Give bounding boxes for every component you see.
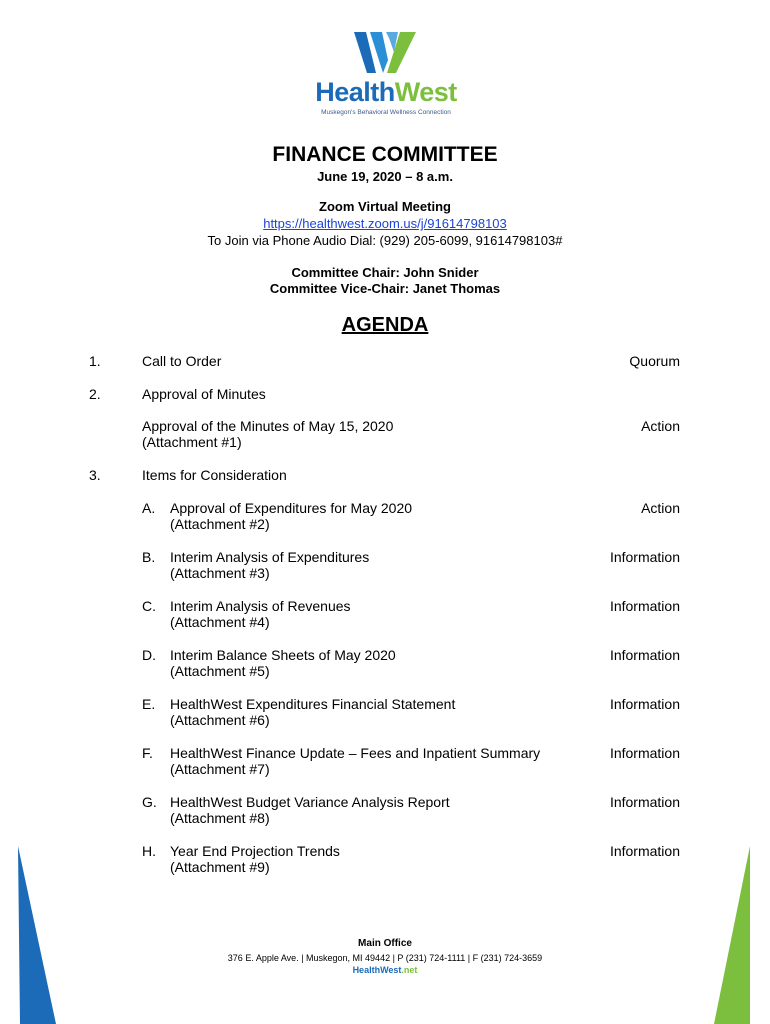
subitem-status: Information: [609, 647, 680, 663]
subitem-letter: B.: [142, 549, 156, 565]
item-text: Items for Consideration: [142, 467, 287, 483]
subitem-status: Information: [609, 794, 680, 810]
item-text: Call to Order: [142, 353, 222, 369]
subitem-status: Information: [609, 549, 680, 565]
item-text: Approval of Minutes: [142, 386, 266, 402]
subitem-line1: Interim Analysis of Revenues: [170, 598, 351, 614]
subitem-line2: (Attachment #9): [170, 859, 270, 875]
subitem-letter: D.: [142, 647, 156, 663]
subitem-status: Information: [609, 745, 680, 761]
subitem-line1: Approval of the Minutes of May 15, 2020: [142, 418, 394, 434]
subitem-letter: A.: [142, 500, 156, 516]
item-number: 1.: [89, 353, 101, 369]
subitem-line2: (Attachment #3): [170, 565, 270, 581]
subitem-letter: C.: [142, 598, 156, 614]
committee-vice-chair: Committee Vice-Chair: Janet Thomas: [269, 281, 501, 296]
zoom-link[interactable]: https://healthwest.zoom.us/j/91614798103: [263, 216, 507, 231]
subitem-status: Action: [641, 500, 680, 516]
subitem-line1: Approval of Expenditures for May 2020: [170, 500, 413, 516]
green-corner-decoration: [710, 842, 770, 1024]
subitem-line2: (Attachment #7): [170, 761, 270, 777]
footer-address: 376 E. Apple Ave. | Muskegon, MI 49442 | P (231) 724-1111 | F (231) 724-3659: [227, 953, 543, 963]
phone-dial-info: To Join via Phone Audio Dial: (929) 205-6099, 91614798103#: [207, 233, 563, 248]
item-status: Quorum: [629, 353, 680, 369]
subitem-letter: F.: [142, 745, 153, 761]
subitem-line1: HealthWest Expenditures Financial Statement: [170, 696, 456, 712]
subitem-line1: HealthWest Finance Update – Fees and Inpatient Summary: [170, 745, 541, 761]
item-number: 3.: [89, 467, 101, 483]
committee-chair: Committee Chair: John Snider: [291, 265, 479, 280]
blue-corner-decoration: [0, 842, 60, 1024]
healthwest-logo-mark: [350, 30, 420, 75]
subitem-line1: HealthWest Budget Variance Analysis Report: [170, 794, 450, 810]
subitem-line2: (Attachment #4): [170, 614, 270, 630]
subitem-line1: Interim Balance Sheets of May 2020: [170, 647, 396, 663]
subitem-line1: Interim Analysis of Expenditures: [170, 549, 370, 565]
footer-office: Main Office: [358, 938, 412, 949]
logo-tagline: Muskegon's Behavioral Wellness Connection: [321, 109, 451, 116]
healthwest-logo: [306, 30, 466, 120]
item-status: Action: [641, 418, 680, 434]
subitem-status: Information: [609, 843, 680, 859]
subitem-line2: (Attachment #5): [170, 663, 270, 679]
subitem-line2: (Attachment #6): [170, 712, 270, 728]
agenda-heading: AGENDA: [341, 314, 429, 336]
subitem-letter: E.: [142, 696, 156, 712]
subitem-line2: (Attachment #1): [142, 434, 242, 450]
subitem-status: Information: [609, 696, 680, 712]
item-number: 2.: [89, 386, 101, 402]
meeting-date: June 19, 2020 – 8 a.m.: [317, 169, 453, 184]
subitem-status: Information: [609, 598, 680, 614]
subitem-letter: H.: [142, 843, 156, 859]
subitem-line1: Year End Projection Trends: [170, 843, 340, 859]
footer-website[interactable]: HealthWest.net: [352, 965, 418, 975]
subitem-line2: (Attachment #2): [170, 516, 270, 532]
logo-wordmark: HealthWest: [315, 77, 457, 107]
subitem-letter: G.: [142, 794, 157, 810]
page-title: FINANCE COMMITTEE: [272, 143, 498, 166]
subitem-line2: (Attachment #8): [170, 810, 270, 826]
meeting-type: Zoom Virtual Meeting: [319, 199, 451, 214]
